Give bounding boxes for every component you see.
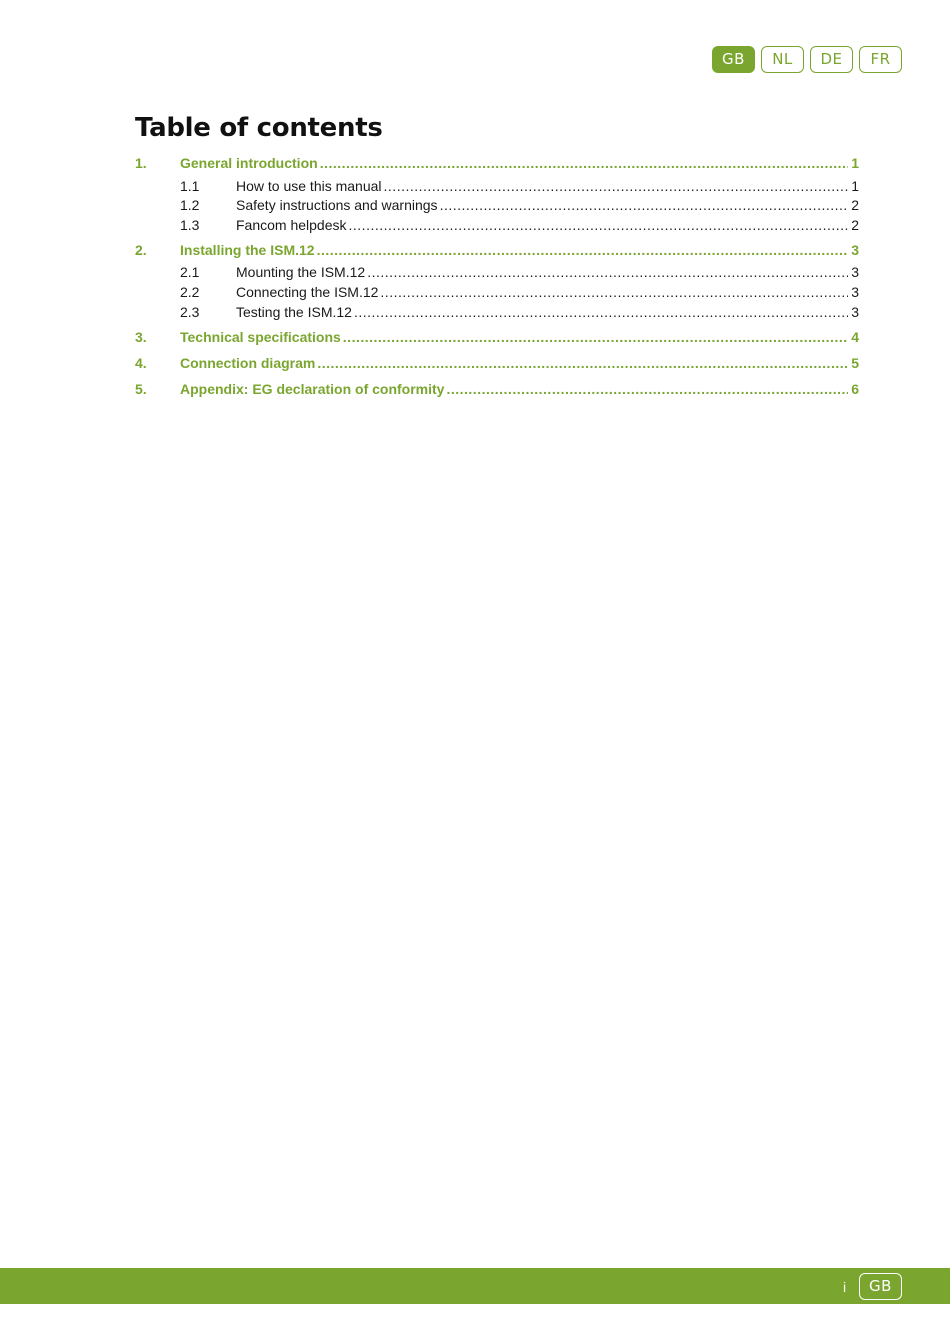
toc-entry-label: Connection diagram xyxy=(180,355,316,371)
toc-entry-page: 4 xyxy=(851,329,859,345)
tab-language-gb[interactable]: GB xyxy=(712,46,755,73)
toc-entry-label: Connecting the ISM.12 xyxy=(236,284,379,300)
toc-dot-leader xyxy=(354,304,848,320)
toc-entry-label: Fancom helpdesk xyxy=(236,217,347,233)
toc-entry-number: 5. xyxy=(135,381,147,397)
toc-entry-label: Mounting the ISM.12 xyxy=(236,264,366,280)
toc-dot-leader xyxy=(343,329,848,345)
toc-entry-number: 2.3 xyxy=(180,304,200,320)
toc-entry-number: 1.2 xyxy=(180,197,200,213)
toc-entry-page: 3 xyxy=(851,264,859,280)
toc-entry-page: 1 xyxy=(851,155,859,171)
tab-language-de[interactable]: DE xyxy=(810,46,853,73)
toc-entry-how-to-use-this-manual[interactable] xyxy=(135,178,859,194)
toc-entry-page: 2 xyxy=(851,217,859,233)
tab-language-fr[interactable]: FR xyxy=(859,46,902,73)
toc-entry-label: General introduction xyxy=(180,155,318,171)
toc-entry-number: 3. xyxy=(135,329,147,345)
toc-dot-leader xyxy=(317,355,848,371)
footer-language-badge: GB xyxy=(859,1273,902,1300)
toc-dot-leader xyxy=(384,178,849,194)
footer-bar xyxy=(0,1268,950,1304)
toc-entry-number: 2.1 xyxy=(180,264,200,280)
toc-dot-leader xyxy=(367,264,848,280)
toc-entry-connection-diagram[interactable] xyxy=(135,355,859,371)
toc-dot-leader xyxy=(380,284,848,300)
toc-entry-appendix[interactable] xyxy=(135,381,859,397)
toc-entry-safety-instructions[interactable] xyxy=(135,197,859,213)
toc-entry-number: 1. xyxy=(135,155,147,171)
page-title: Table of contents xyxy=(135,113,383,143)
toc-entry-technical-specifications[interactable] xyxy=(135,329,859,345)
tab-language-nl[interactable]: NL xyxy=(761,46,804,73)
toc-entry-general-introduction[interactable] xyxy=(135,155,859,171)
toc-entry-page: 5 xyxy=(851,355,859,371)
toc-dot-leader xyxy=(446,381,848,397)
toc-entry-page: 1 xyxy=(851,178,859,194)
toc-entry-page: 3 xyxy=(851,242,859,258)
toc-dot-leader xyxy=(320,155,849,171)
language-tabs xyxy=(712,46,902,73)
toc-dot-leader xyxy=(317,242,849,258)
toc-entry-number: 2. xyxy=(135,242,147,258)
toc-entry-label: Safety instructions and warnings xyxy=(236,197,438,213)
toc-entry-installing[interactable] xyxy=(135,242,859,258)
footer-page-number: i xyxy=(843,1279,847,1295)
toc-entry-page: 6 xyxy=(851,381,859,397)
toc-dot-leader xyxy=(440,197,849,213)
toc-entry-number: 2.2 xyxy=(180,284,200,300)
toc-entry-label: Installing the ISM.12 xyxy=(180,242,315,258)
toc-entry-page: 3 xyxy=(851,284,859,300)
toc-entry-label: Appendix: EG declaration of conformity xyxy=(180,381,445,397)
toc-entry-testing[interactable] xyxy=(135,304,859,320)
toc-entry-number: 1.3 xyxy=(180,217,200,233)
toc-entry-number: 1.1 xyxy=(180,178,200,194)
toc-entry-label: Testing the ISM.12 xyxy=(236,304,352,320)
toc-entry-label: How to use this manual xyxy=(236,178,382,194)
toc-entry-mounting[interactable] xyxy=(135,264,859,280)
toc-entry-number: 4. xyxy=(135,355,147,371)
toc-dot-leader xyxy=(349,217,849,233)
toc-entry-fancom-helpdesk[interactable] xyxy=(135,217,859,233)
toc-entry-page: 3 xyxy=(851,304,859,320)
toc-entry-page: 2 xyxy=(851,197,859,213)
toc-entry-connecting[interactable] xyxy=(135,284,859,300)
toc-entry-label: Technical specifications xyxy=(180,329,341,345)
